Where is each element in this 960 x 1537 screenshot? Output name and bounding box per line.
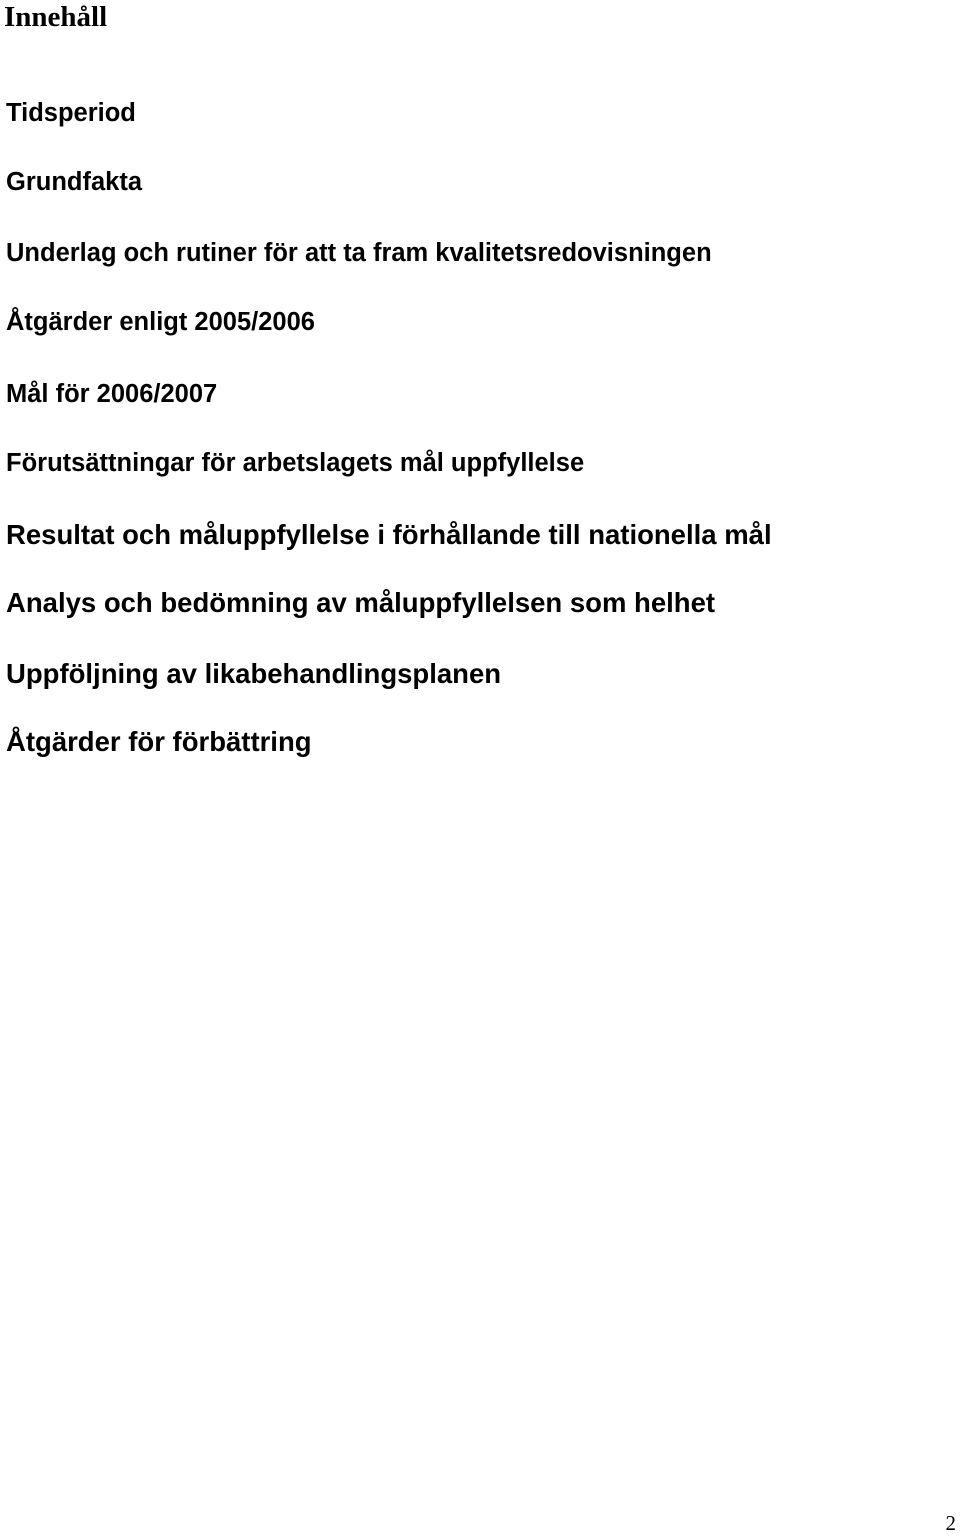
page-number: 2	[945, 1511, 956, 1535]
toc-item-atgarder-2005: Åtgärder enligt 2005/2006	[6, 308, 315, 336]
toc-item-grundfakta: Grundfakta	[6, 168, 143, 196]
toc-item-atgarder-forbattring: Åtgärder för förbättring	[6, 726, 312, 757]
toc-item-resultat: Resultat och måluppfyllelse i förhållande till nationella mål	[6, 519, 772, 550]
toc-item-underlag: Underlag och rutiner för att ta fram kvalitetsredovisningen	[6, 239, 712, 267]
toc-item-mal-2006: Mål för 2006/2007	[6, 380, 218, 408]
toc-item-uppfoljning: Uppföljning av likabehandlingsplanen	[6, 658, 502, 689]
toc-item-tidsperiod: Tidsperiod	[6, 99, 136, 127]
toc-item-forutsattningar: Förutsättningar för arbetslagets mål uppfyllelse	[6, 449, 585, 477]
page-title: Innehåll	[4, 1, 108, 33]
toc-item-analys: Analys och bedömning av måluppfyllelsen som helhet	[6, 587, 716, 618]
